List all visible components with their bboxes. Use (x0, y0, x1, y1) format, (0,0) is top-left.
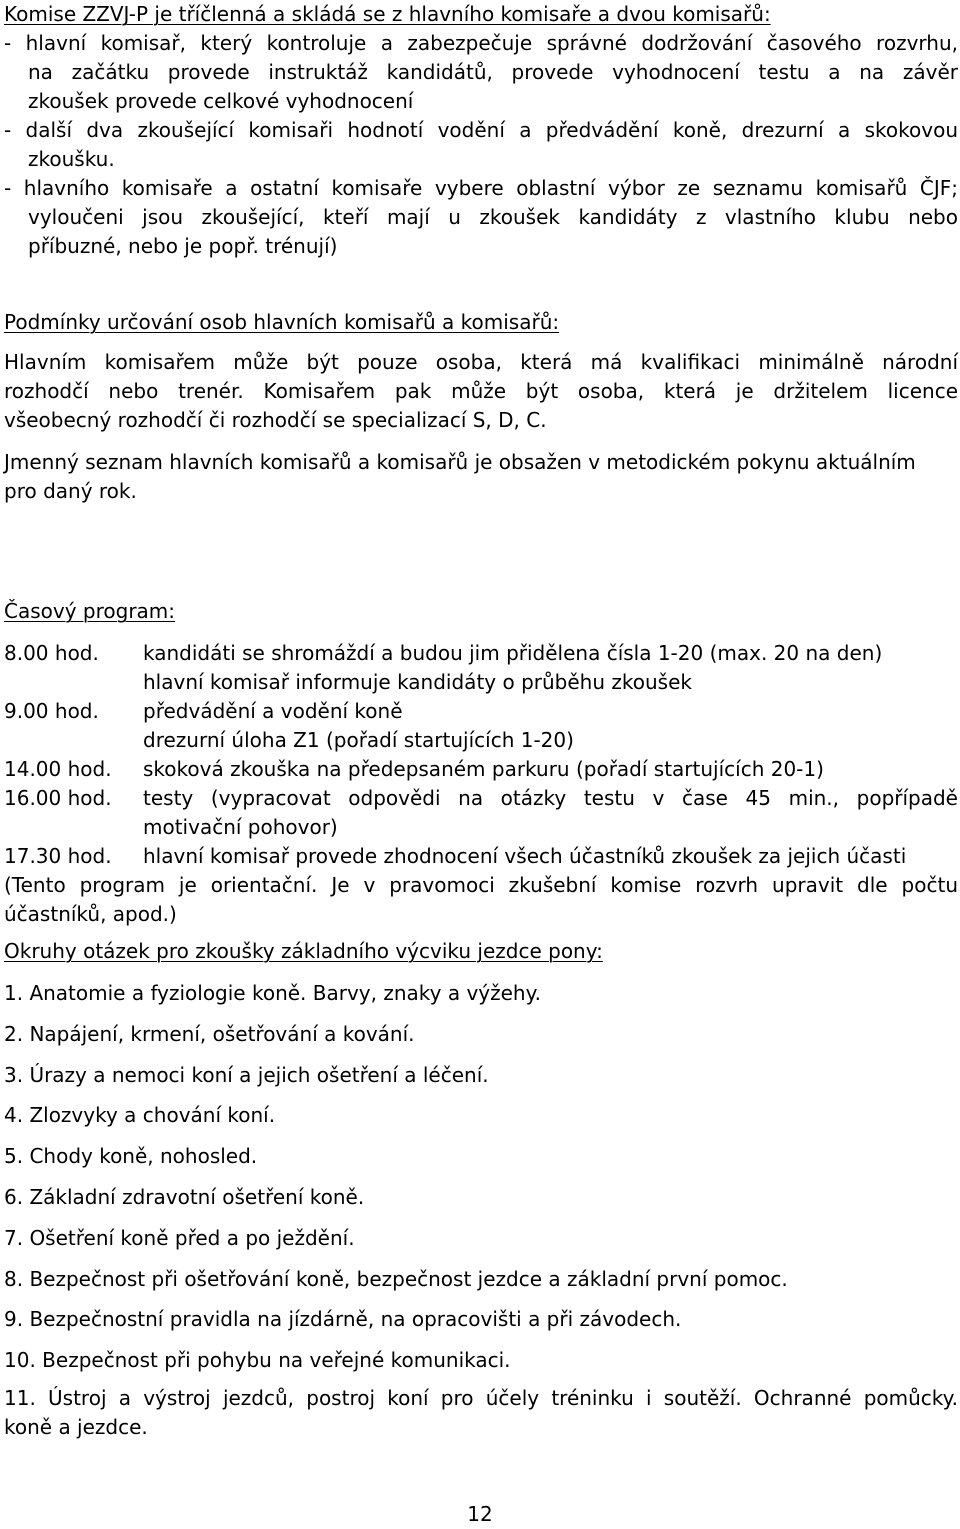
schedule-heading: Časový program: (4, 599, 176, 623)
list-item-line: 11. Ústroj a výstroj jezdců, postroj koní pro účely tréninku i soutěží. Ochranné pomůcky. (4, 1386, 958, 1410)
list-item: 10. Bezpečnost při pohybu na veřejné komunikaci. (4, 1348, 511, 1373)
list-item: 8. Bezpečnost při ošetřování koně, bezpečnost jezdce a základní první pomoc. (4, 1266, 788, 1291)
topics-last-item (4, 1384, 958, 1442)
conditions-heading: Podmínky určování osob hlavních komisařů a komisařů: (4, 310, 560, 334)
list-item: 7. Ošetření koně před a po ježdění. (4, 1225, 355, 1250)
list-item: 5. Chody koně, nohosled. (4, 1144, 258, 1169)
list-item: 2. Napájení, krmení, ošetřování a kování. (4, 1021, 415, 1046)
topics-list (4, 979, 958, 1387)
schedule-text: testy (vypracovat odpovědi na otázky testu v čase 45 min., popřípadě (143, 786, 958, 810)
schedule-note-line: účastníků, apod.) (4, 902, 177, 926)
conditions-paragraph-1 (4, 348, 958, 435)
commission-line: na začátku provede instruktáž kandidátů, provede vyhodnocení testu a na závěr (28, 60, 958, 84)
page-number: 12 (467, 1502, 493, 1526)
topics-heading: Okruhy otázek pro zkoušky základního výcviku jezdce pony: (4, 939, 603, 963)
schedule-row (4, 668, 958, 697)
schedule-text: hlavní komisař informuje kandidáty o průběhu zkoušek (143, 670, 692, 694)
conditions-section (4, 308, 958, 337)
commission-line: zkoušek provede celkové vyhodnocení (28, 89, 414, 113)
conditions-paragraph-2 (4, 448, 958, 506)
schedule-row (4, 813, 958, 842)
schedule-table (4, 639, 958, 929)
schedule-row (4, 842, 958, 871)
commission-line: vyloučeni jsou zkoušející, kteří mají u zkoušek kandidáty z vlastního klubu nebo (28, 205, 958, 229)
schedule-text: hlavní komisař provede zhodnocení všech účastníků zkoušek za jejich účasti (143, 844, 907, 868)
commission-heading: Komise ZZVJ-P je tříčlenná a skládá se z hlavního komisaře a dvou komisařů: (4, 2, 771, 26)
schedule-time: 9.00 hod. (4, 699, 99, 723)
commission-line: zkoušku. (28, 147, 115, 171)
schedule-text: skoková zkouška na předepsaném parkuru (pořadí startujících 20-1) (143, 757, 824, 781)
schedule-time: 17.30 hod. (4, 844, 112, 868)
commission-line: - hlavní komisař, který kontroluje a zabezpečuje správné dodržování časového rozvrhu, (4, 31, 958, 55)
schedule-time: 16.00 hod. (4, 786, 112, 810)
list-item: 6. Základní zdravotní ošetření koně. (4, 1184, 365, 1209)
schedule-text: motivační pohovor) (143, 815, 338, 839)
schedule-row (4, 639, 958, 668)
commission-line: - hlavního komisaře a ostatní komisaře vybere oblastní výbor ze seznamu komisařů ČJF; (4, 176, 958, 200)
schedule-time (4, 668, 143, 697)
schedule-text: předvádění a vodění koně (143, 699, 403, 723)
conditions-line: všeobecný rozhodčí či rozhodčí se specializací S, D, C. (4, 408, 547, 432)
schedule-text: kandidáti se shromáždí a budou jim přidělena čísla 1-20 (max. 20 na den) (143, 641, 883, 665)
list-item: 4. Zlozvyky a chování koní. (4, 1103, 276, 1128)
schedule-note-line: (Tento program je orientační. Je v pravomoci zkušební komise rozvrh upravit dle počtu (4, 873, 958, 897)
commission-line: příbuzné, nebo je popř. trénují) (28, 234, 338, 258)
schedule-row (4, 726, 958, 755)
schedule-section (4, 597, 958, 626)
schedule-time (4, 726, 143, 755)
schedule-time: 14.00 hod. (4, 757, 112, 781)
schedule-row (4, 755, 958, 784)
conditions-line: Hlavním komisařem může být pouze osoba, která má kvalifikaci minimálně národní (4, 350, 958, 374)
commission-section (4, 0, 958, 261)
list-item: 1. Anatomie a fyziologie koně. Barvy, znaky a výžehy. (4, 981, 541, 1005)
schedule-text: drezurní úloha Z1 (pořadí startujících 1-20) (143, 728, 574, 752)
schedule-row (4, 784, 958, 813)
list-item: 9. Bezpečnostní pravidla na jízdárně, na opracovišti a při závodech. (4, 1307, 682, 1332)
conditions-line: pro daný rok. (4, 479, 137, 503)
schedule-time (4, 813, 143, 842)
conditions-line: Jmenný seznam hlavních komisařů a komisařů je obsažen v metodickém pokynu aktuálním (4, 450, 916, 474)
commission-line: - další dva zkoušející komisaři hodnotí vodění a předvádění koně, drezurní a skokovou (4, 118, 958, 142)
schedule-row (4, 697, 958, 726)
list-item-line: koně a jezdce. (4, 1415, 148, 1439)
list-item: 3. Úrazy a nemoci koní a jejich ošetření a léčení. (4, 1062, 489, 1087)
conditions-line: rozhodčí nebo trenér. Komisařem pak může být osoba, která je držitelem licence (4, 379, 958, 403)
schedule-time: 8.00 hod. (4, 641, 99, 665)
topics-section (4, 937, 958, 966)
